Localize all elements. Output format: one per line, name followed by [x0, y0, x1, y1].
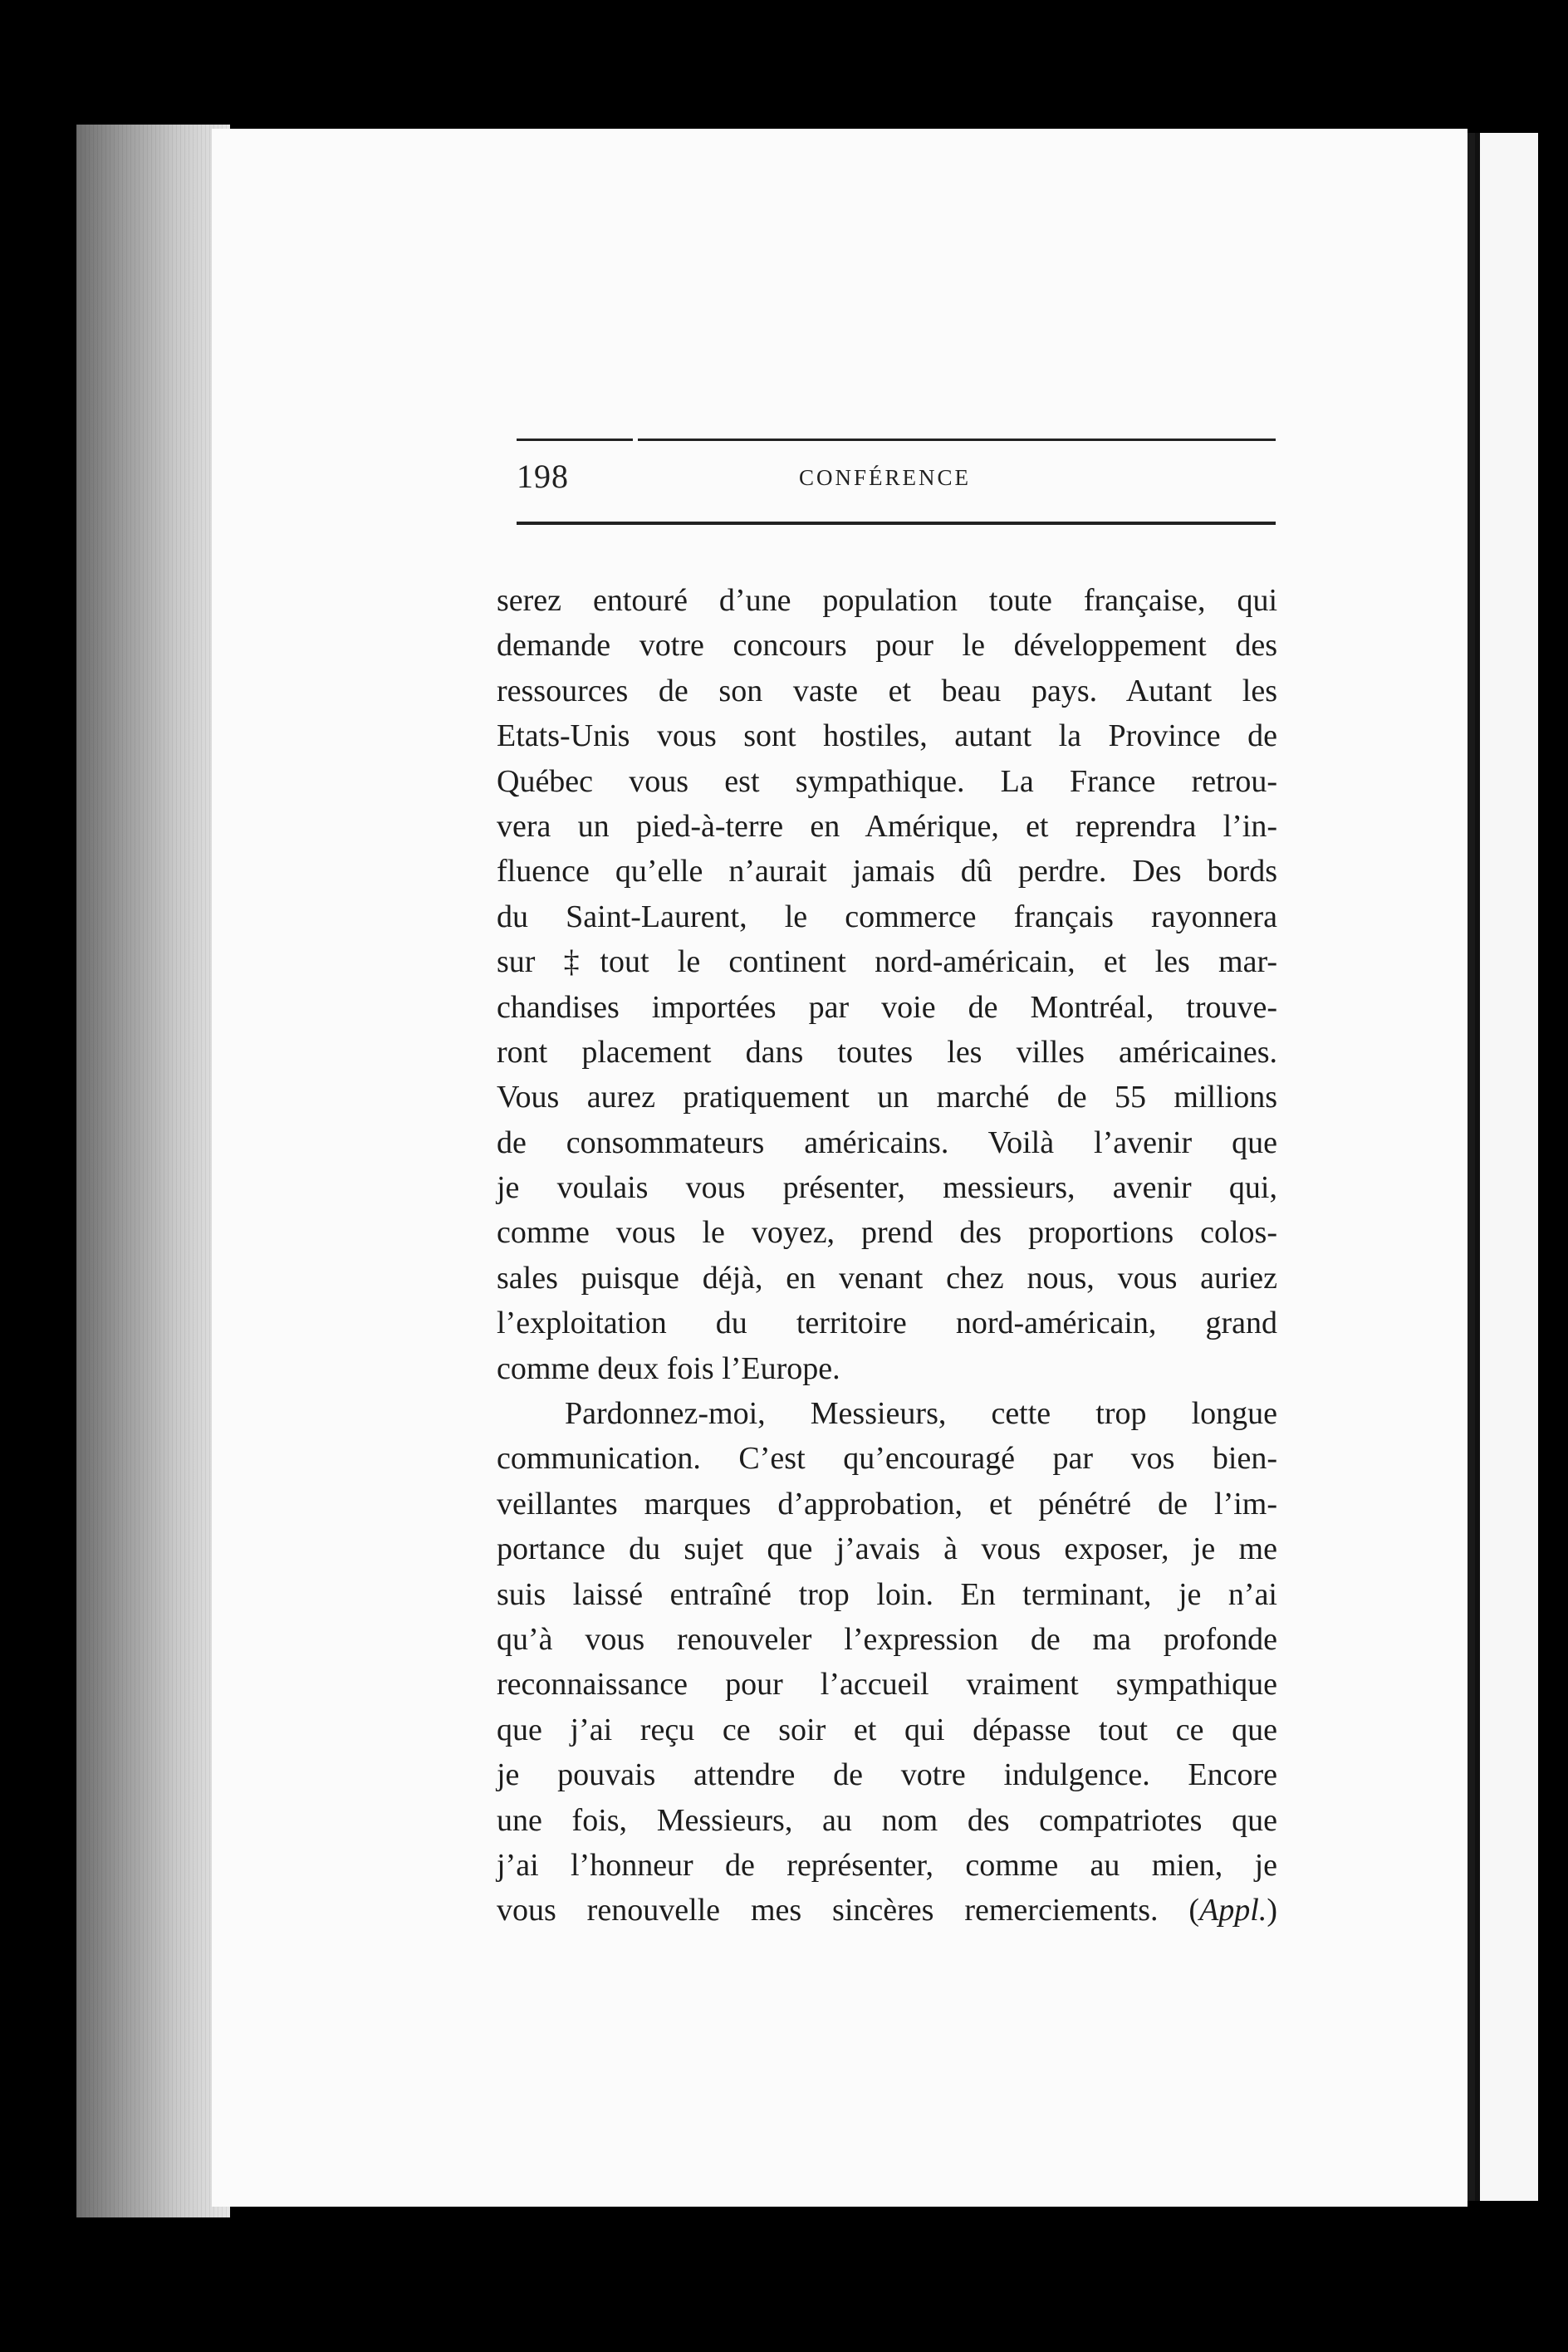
final-text-line [497, 1888, 1277, 1933]
final-line-close: ) [1267, 1893, 1277, 1928]
text-line: serez entouré d’une population toute française, qui [497, 583, 1277, 618]
text-line: reconnaissance pour l’accueil vraiment sympathique [497, 1667, 1277, 1703]
text-line: Pardonnez-moi, Messieurs, cette trop longue [565, 1396, 1277, 1432]
text-line: du Saint-Laurent, le commerce français rayonnera [497, 899, 1277, 934]
text-line: que j’ai reçu ce soir et qui dépasse tout ce que [497, 1712, 1277, 1747]
running-head: CONFÉRENCE [799, 465, 972, 490]
text-line: comme vous le voyez, prend des proportions colos- [497, 1215, 1277, 1251]
page-number: 198 [517, 458, 569, 495]
text-line: communication. C’est qu’encouragé par vos bien- [497, 1441, 1277, 1477]
text-line: chandises importées par voie de Montréal, trouve- [497, 989, 1277, 1025]
paragraph-2 [497, 1391, 1277, 1933]
body-text [497, 578, 1277, 1933]
text-line: portance du sujet que j’avais à vous exposer, je me [497, 1531, 1277, 1567]
text-line: vera un pied-à-terre en Amérique, et reprendra l’in- [497, 808, 1277, 844]
text-line: fluence qu’elle n’aurait jamais dû perdre. Des bords [497, 854, 1277, 889]
applause-note: Appl. [1199, 1893, 1267, 1928]
text-line: veillantes marques d’approbation, et pénétré de l’im- [497, 1486, 1277, 1521]
text-line: Québec vous est sympathique. La France retrou- [497, 763, 1277, 799]
text-line: je pouvais attendre de votre indulgence. Encore [497, 1757, 1277, 1793]
text-line: une fois, Messieurs, au nom des compatriotes que [497, 1802, 1277, 1838]
text-line: Vous aurez pratiquement un marché de 55 millions [497, 1080, 1277, 1115]
text-line: suis laissé entraîné trop loin. En terminant, je n’ai [497, 1576, 1277, 1612]
header-bottom-rule [517, 522, 1276, 525]
text-line: demande votre concours pour le développement des [497, 628, 1277, 664]
text-line: j’ai l’honneur de représenter, comme au mien, je [497, 1847, 1277, 1883]
text-line: sales puisque déjà, en venant chez nous, vous auriez [497, 1260, 1277, 1296]
header-top-rule-long [638, 439, 1276, 441]
book-page-edges [76, 125, 230, 2217]
text-line: Etats-Unis vous sont hostiles, autant la Province de [497, 718, 1277, 754]
text-line: sur ‡tout le continent nord-américain, et les mar- [497, 944, 1277, 980]
text-line: ront placement dans toutes les villes américaines. [497, 1034, 1277, 1070]
header-top-rule-short [517, 439, 633, 441]
text-line: qu’à vous renouveler l’expression de ma profonde [497, 1621, 1277, 1657]
text-line: je voulais vous présenter, messieurs, avenir qui, [497, 1170, 1277, 1206]
text-line: de consommateurs américains. Voilà l’avenir que [497, 1125, 1277, 1160]
text-line: comme deux fois l’Europe. [497, 1350, 840, 1386]
text-line: ressources de son vaste et beau pays. Autant les [497, 673, 1277, 708]
gutter-shadow [1468, 133, 1475, 2201]
page-header [517, 439, 1276, 538]
text-line: l’exploitation du territoire nord-américain, grand [497, 1306, 1277, 1341]
paragraph-1 [497, 578, 1277, 1391]
final-line-text: vous renouvelle mes sincères remerciements. ( [497, 1893, 1200, 1928]
facing-page-edge [1475, 133, 1538, 2201]
